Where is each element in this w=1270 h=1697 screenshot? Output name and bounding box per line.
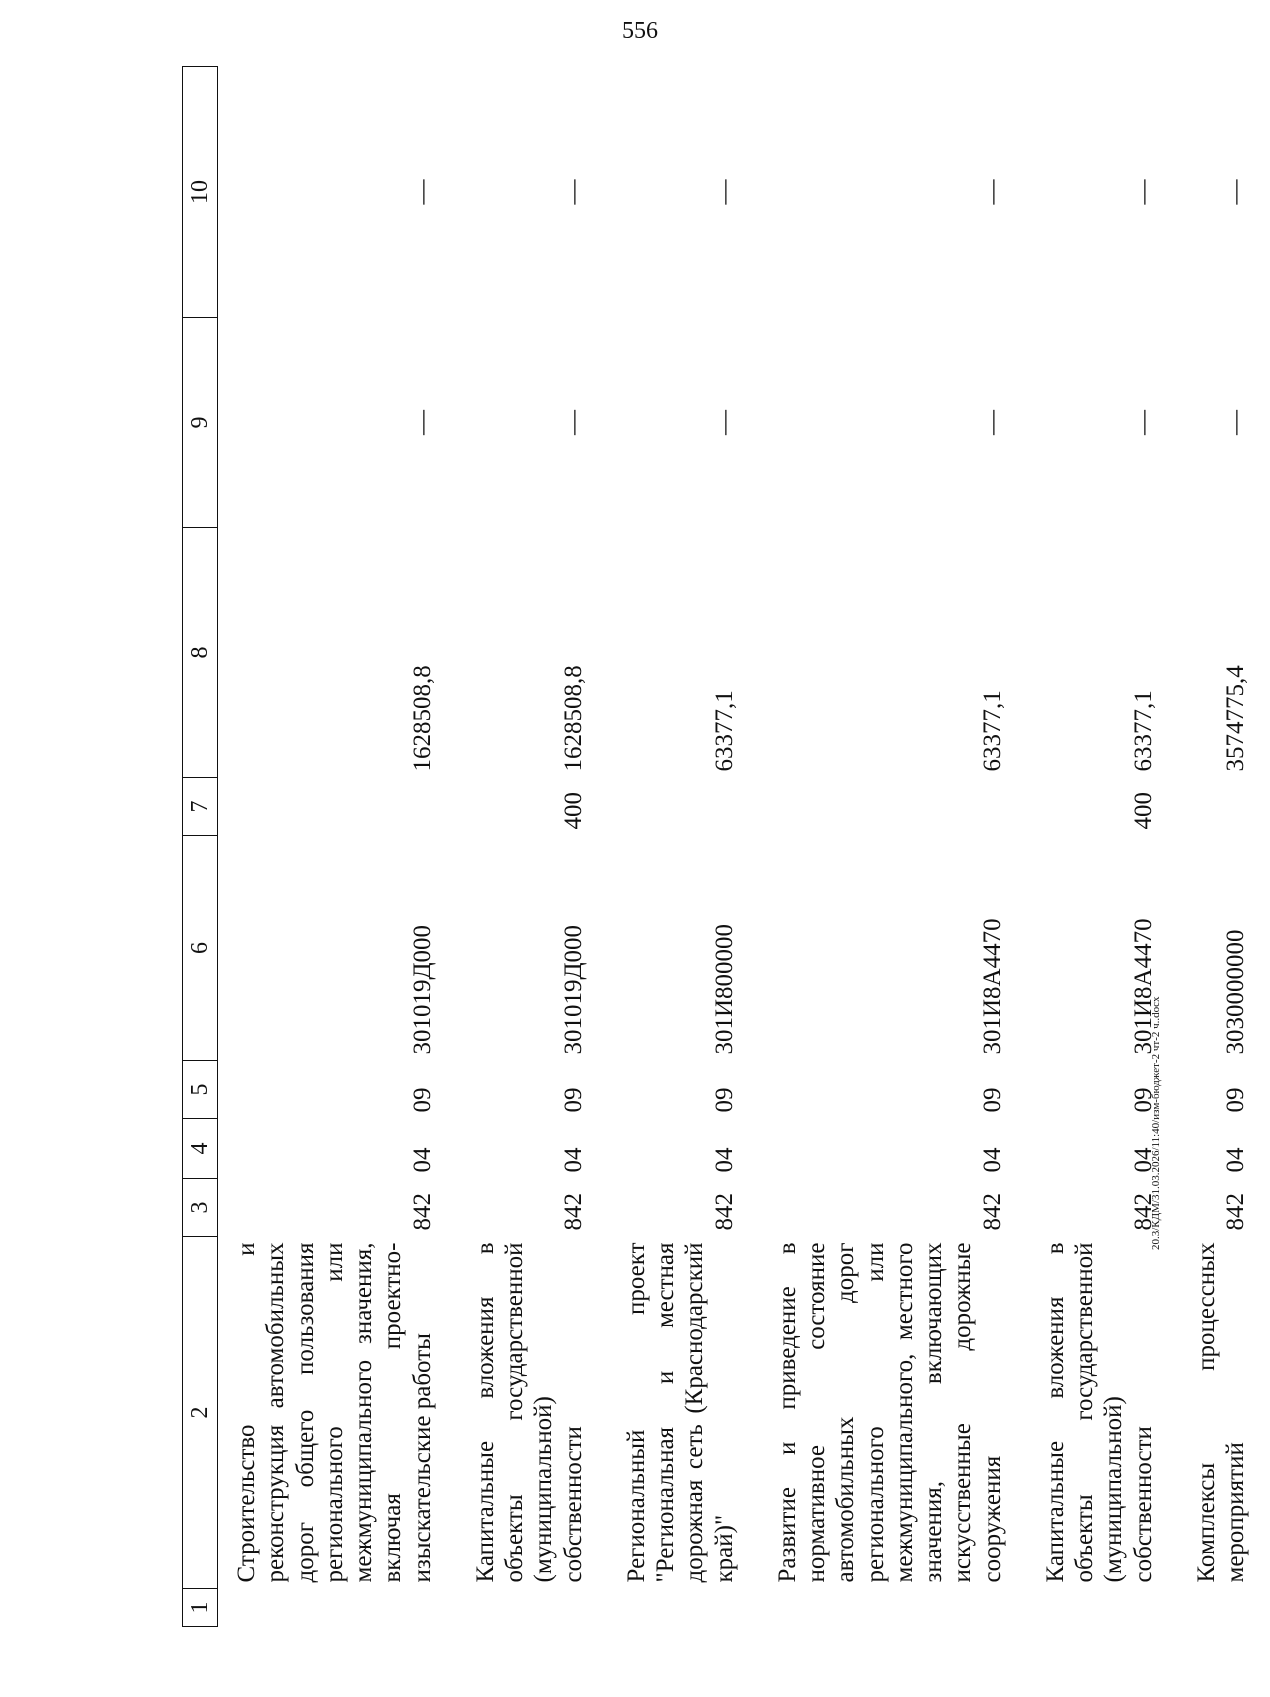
- col10-cell: —: [559, 179, 587, 205]
- header-cell-10: 10: [183, 67, 218, 318]
- footer-file-code: 20.3/КДМ/31.03.2026/11:40/изм-бюджет-2 чт-2 ч..docx: [1150, 996, 1162, 1250]
- expense-type-cell: [218, 778, 457, 836]
- col9-cell: —: [710, 410, 738, 435]
- amount-cell: 63377,1: [978, 690, 1006, 772]
- subsection-code-cell: 09: [559, 1087, 587, 1113]
- section-code-cell: 04: [1222, 1147, 1249, 1173]
- amount-cell: 1628508,8: [559, 665, 587, 772]
- section-code-cell: 04: [408, 1147, 436, 1173]
- header-cell-2: 2: [183, 1237, 218, 1589]
- col10-cell: —: [1129, 179, 1157, 205]
- target-article-cell: 301И800000: [710, 923, 738, 1055]
- expense-type-cell: [608, 778, 759, 836]
- expense-type-cell: 400: [1129, 792, 1157, 830]
- row-number-cell: [218, 1589, 457, 1627]
- amount-cell: 1628508,8: [408, 665, 436, 772]
- target-article-cell: 301019Д000: [408, 924, 436, 1055]
- row-number-cell: [759, 1589, 1027, 1627]
- section-code-cell: 04: [710, 1147, 738, 1173]
- col9-cell: —: [1129, 410, 1157, 435]
- subsection-code-cell: 09: [978, 1087, 1006, 1113]
- row-name-cell: Региональный проект "Региональная и местная дорожная сеть (Краснодарский край)": [622, 1242, 738, 1583]
- col9-cell: —: [1222, 410, 1249, 435]
- header-cell-5: 5: [183, 1061, 218, 1119]
- header-cell-8: 8: [183, 528, 218, 778]
- row-number-cell: [1027, 1589, 1178, 1627]
- col10-cell: —: [978, 179, 1006, 205]
- table-row: [1027, 67, 1178, 1627]
- amount-cell: 63377,1: [1129, 690, 1157, 772]
- header-cell-6: 6: [183, 836, 218, 1061]
- col10-cell: —: [1222, 179, 1249, 205]
- target-article-cell: 301019Д000: [559, 924, 587, 1055]
- expense-type-cell: [759, 778, 1027, 836]
- row-name-cell: Капитальные вложения в объекты государственной (муниципальной) собственности: [1041, 1242, 1157, 1583]
- col9-cell: —: [978, 410, 1006, 435]
- page-number: 556: [622, 18, 658, 44]
- section-code-cell: 04: [1129, 1147, 1157, 1173]
- ved-code-cell: 842: [408, 1193, 436, 1231]
- amount-cell: 63377,1: [710, 690, 738, 772]
- budget-table: [182, 66, 1270, 1627]
- row-name-cell: Капитальные вложения в объекты государственной (муниципальной) собственности: [471, 1242, 587, 1583]
- header-cell-3: 3: [183, 1179, 218, 1237]
- col9-cell: —: [408, 410, 436, 435]
- expense-type-cell: [1178, 778, 1270, 836]
- row-name-cell: Развитие и приведение в нормативное состояние автомобильных дорог регионального или межмуниципального, местного значения, включающих искусственные дорожные сооружения: [773, 1242, 1006, 1583]
- subsection-code-cell: 09: [1129, 1087, 1157, 1113]
- target-article-cell: 3030000000: [1222, 929, 1249, 1055]
- target-article-cell: 301И8А4470: [978, 918, 1006, 1055]
- section-code-cell: 04: [978, 1147, 1006, 1173]
- section-code-cell: 04: [559, 1147, 587, 1173]
- header-cell-4: 4: [183, 1119, 218, 1179]
- ved-code-cell: 842: [710, 1193, 738, 1231]
- table-header-row: [183, 67, 218, 1627]
- expense-type-cell: 400: [559, 792, 587, 830]
- row-number-cell: [608, 1589, 759, 1627]
- subsection-code-cell: 09: [1222, 1087, 1249, 1113]
- col9-cell: —: [559, 410, 587, 435]
- ved-code-cell: 842: [978, 1193, 1006, 1231]
- header-cell-9: 9: [183, 318, 218, 528]
- table-row: [457, 67, 608, 1627]
- ved-code-cell: 842: [559, 1193, 587, 1231]
- amount-cell: 3574775,4: [1222, 665, 1249, 772]
- ved-code-cell: 842: [1129, 1193, 1157, 1231]
- row-number-cell: [457, 1589, 608, 1627]
- table-row: [218, 67, 457, 1627]
- table-row: [608, 67, 759, 1627]
- header-cell-7: 7: [183, 778, 218, 836]
- row-name-cell: Комплексы процессных мероприятий: [1192, 1242, 1249, 1583]
- header-cell-1: 1: [183, 1589, 218, 1627]
- table-row: [759, 67, 1027, 1627]
- row-name-cell: Строительство и реконструкция автомобильных дорог общего пользования регионального или межмуниципального значения, включая проектно-изыскательские работы: [233, 1242, 436, 1583]
- target-article-cell: 301И8А4470: [1129, 918, 1157, 1055]
- subsection-code-cell: 09: [408, 1087, 436, 1113]
- ved-code-cell: 842: [1222, 1193, 1249, 1231]
- col10-cell: —: [710, 179, 738, 205]
- col10-cell: —: [408, 179, 436, 205]
- subsection-code-cell: 09: [710, 1087, 738, 1113]
- row-number-cell: [1178, 1589, 1270, 1627]
- table-row: [1178, 67, 1270, 1627]
